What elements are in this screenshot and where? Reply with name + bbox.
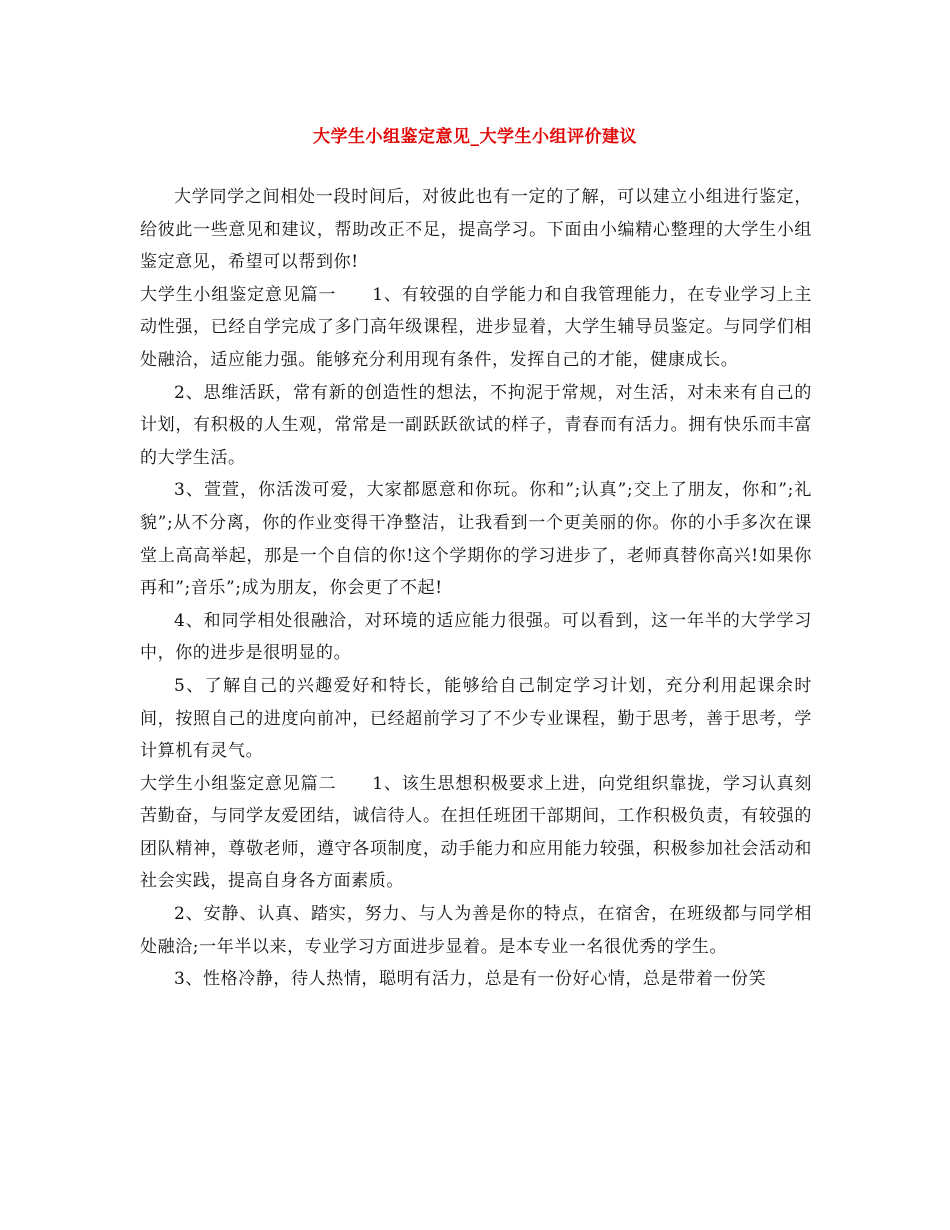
intro-paragraph: 大学同学之间相处一段时间后，对彼此也有一定的了解，可以建立小组进行鉴定，给彼此一些意见和建议，帮助改正不足，提高学习。下面由小编精心整理的大学生小组鉴定意见，希望可以帮到你! [140, 187, 812, 273]
section-one-item-1: 1、有较强的自学能力和自我管理能力，在专业学习上主动性强，已经自学完成了多门高年级课程，进步显着，大学生辅导员鉴定。与同学们相处融洽，适应能力强。能够充分利用现有条件，发挥自己的才能，健康成长。 [140, 284, 812, 370]
section-one-item-2: 2、思维活跃，常有新的创造性的想法，不拘泥于常规，对生活，对未来有自己的计划，有积极的人生观，常常是一副跃跃欲试的样子，青春而有活力。拥有快乐而丰富的大学生活。 [140, 382, 812, 468]
document-body [140, 181, 812, 996]
section-one-item-3: 3、萱萱，你活泼可爱，大家都愿意和你玩。你和”;认真”;交上了朋友，你和”;礼貌”;从不分离，你的作业变得干净整洁，让我看到一个更美丽的你。你的小手多次在课堂上高高举起，那是一个自信的你!这个学期你的学习进步了，老师真替你高兴!如果你再和”;音乐”;成为朋友，你会更了不起! [140, 480, 812, 599]
section-one-heading: 大学生小组鉴定意见篇一 [140, 284, 337, 305]
document-title: 大学生小组鉴定意见_大学生小组评价建议 [313, 127, 637, 147]
section-two-first-paragraph [140, 768, 812, 898]
section-one-item-5: 5、了解自己的兴趣爱好和特长，能够给自己制定学习计划，充分利用起课余时间，按照自己的进度向前冲，已经超前学习了不少专业课程，勤于思考，善于思考，学计算机有灵气。 [140, 675, 812, 762]
section-two-item-2: 2、安静、认真、踏实，努力、与人为善是你的特点，在宿舍，在班级都与同学相处融洽;一年半以来，专业学习方面进步显着。是本专业一名很优秀的学生。 [140, 904, 812, 957]
section-one-first-paragraph [140, 279, 812, 377]
section-two-item-3: 3、性格冷静，待人热情，聪明有活力，总是有一份好心情，总是带着一份笑 [174, 969, 767, 990]
section-two-item-1: 1、该生思想积极要求上进，向党组织靠拢，学习认真刻苦勤奋，与同学友爱团结，诚信待人。在担任班团干部期间，工作积极负责，有较强的团队精神，尊敬老师，遵守各项制度，动手能力和应用能力较强，积极参加社会活动和社会实践，提高自身各方面素质。 [140, 773, 812, 892]
section-two-heading: 大学生小组鉴定意见篇二 [140, 773, 337, 794]
section-one-item-4: 4、和同学相处很融洽，对环境的适应能力很强。可以看到，这一年半的大学学习中，你的进步是很明显的。 [140, 610, 812, 664]
